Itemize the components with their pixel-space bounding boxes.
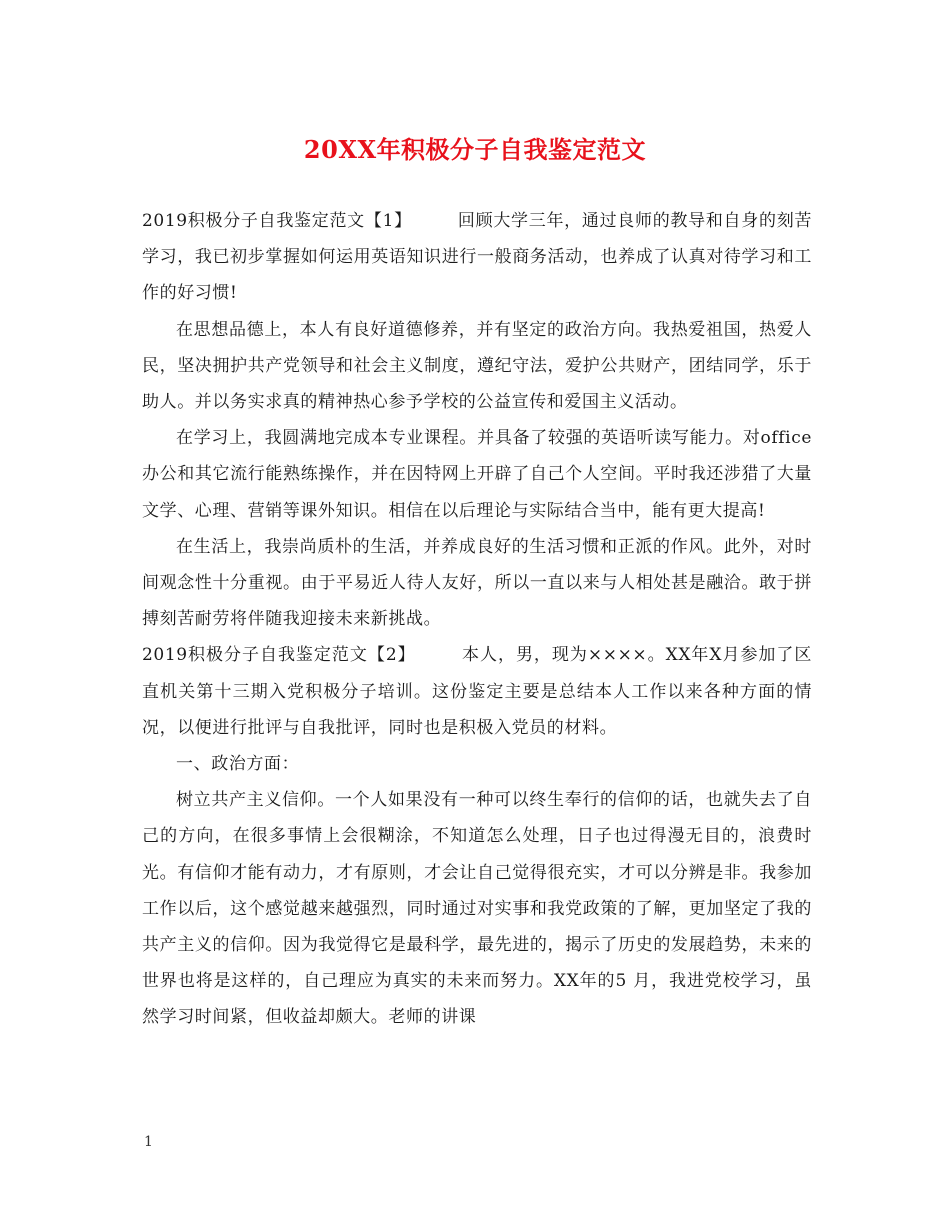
- paragraph-study: 在学习上，我圆满地完成本专业课程。并具备了较强的英语听读写能力。对office办公和其它流行能熟练操作，并在因特网上开辟了自己个人空间。平时我还涉猎了大量文学、心理、营销等课外知识。相信在以后理论与实际结合当中，能有更大提高!: [142, 428, 812, 521]
- page-number: 1: [144, 1134, 153, 1150]
- section-1-paragraph: [142, 203, 812, 312]
- section-1-heading: 2019积极分子自我鉴定范文【1】: [142, 211, 412, 231]
- section-1-lead: 回顾大学三年，通过良师的教导和自身的刻苦学习，我已初步掌握如何运用英语知识进行一般商务活动，也养成了认真对待学习和工作的好习惯!: [142, 211, 812, 304]
- document-body: [142, 203, 812, 1036]
- document-title: 20XX年积极分子自我鉴定范文: [303, 135, 647, 164]
- section-2-paragraph: [142, 637, 812, 746]
- section-2-heading: 2019积极分子自我鉴定范文【2】: [142, 645, 416, 666]
- paragraph-belief: 树立共产主义信仰。一个人如果没有一种可以终生奉行的信仰的话，也就失去了自己的方向，在很多事情上会很糊涂，不知道怎么处理，日子也过得漫无目的，浪费时光。有信仰才能有动力，才有原则，才会让自己觉得很充实，才可以分辨是非。我参加工作以后，这个感觉越来越强烈，同时通过对实事和我党政策的了解，更加坚定了我的共产主义的信仰。因为我觉得它是最科学，最先进的，揭示了历史的发展趋势，未来的世界也将是这样的，自己理应为真实的未来而努力。XX年的5 月，我进党校学习，虽然学习时间紧，但收益却颇大。老师的讲课: [142, 790, 812, 1028]
- paragraph-ideology: 在思想品德上，本人有良好道德修养，并有坚定的政治方向。我热爱祖国，热爱人民，坚决拥护共产党领导和社会主义制度，遵纪守法，爱护公共财产，团结同学，乐于助人。并以务实求真的精神热心参予学校的公益宣传和爱国主义活动。: [142, 319, 812, 413]
- paragraph-life: 在生活上，我崇尚质朴的生活，并养成良好的生活习惯和正派的作风。此外，对时间观念性十分重视。由于平易近人待人友好，所以一直以来与人相处甚是融洽。敢于拼搏刻苦耐劳将伴随我迎接未来新挑战。: [142, 536, 812, 630]
- section-2-lead: 本人，男，现为××××。XX年X月参加了区直机关第十三期入党积极分子培训。这份鉴定主要是总结本人工作以来各种方面的情况，以便进行批评与自我批评，同时也是积极入党员的材料。: [142, 645, 812, 738]
- subheading-politics: 一、政治方面：: [176, 754, 300, 775]
